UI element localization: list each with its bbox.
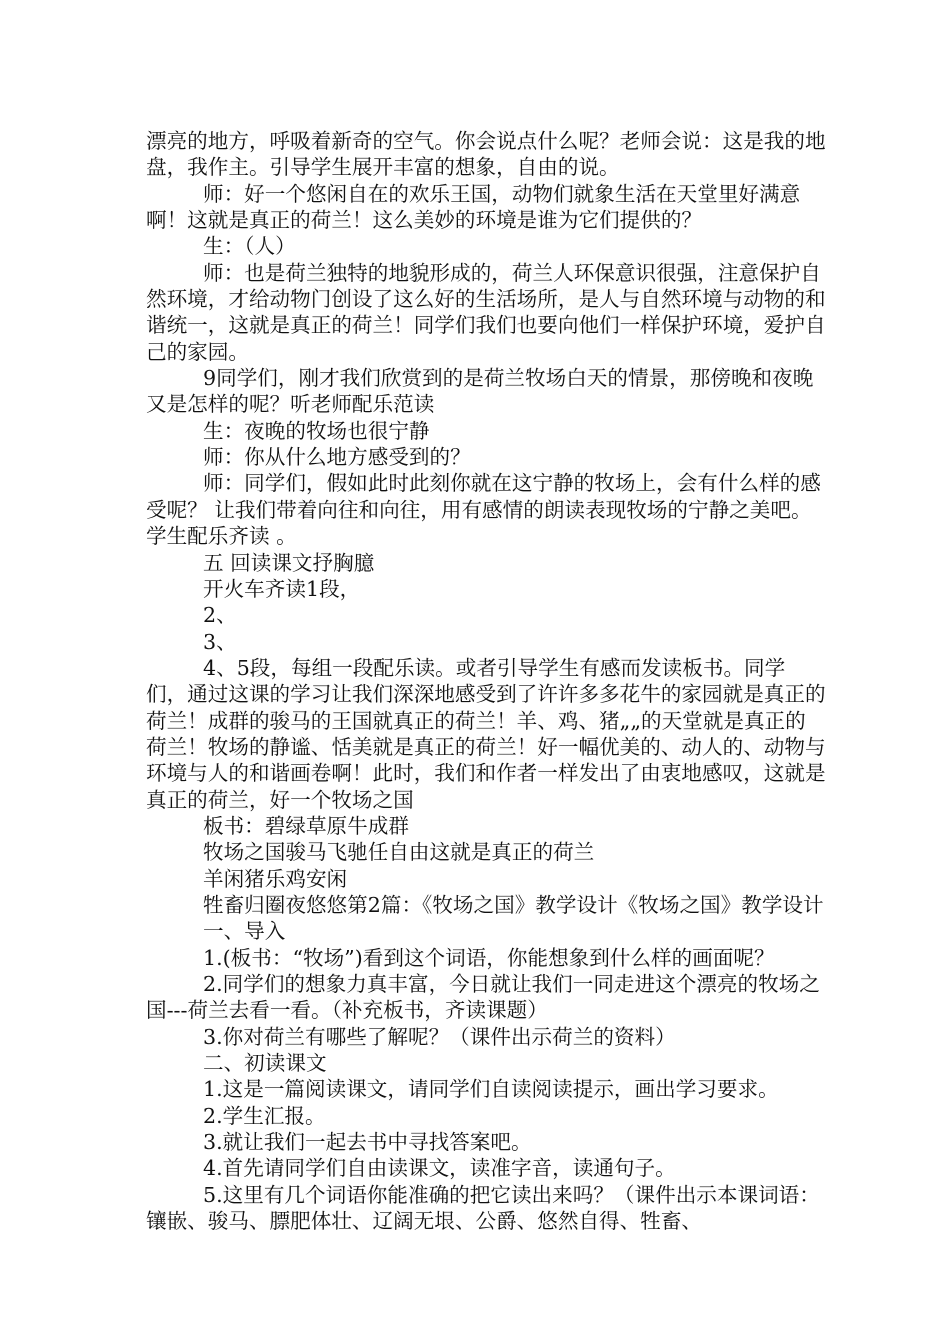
paragraph: 9同学们，刚才我们欣赏到的是荷兰牧场白天的情景，那傍晚和夜晚又是怎样的呢？听老师配乐范读	[146, 366, 814, 417]
section-heading: 二、初读课文	[203, 1051, 327, 1076]
paragraph: 师：也是荷兰独特的地貌形成的，荷兰人环保意识很强，注意保护自然环境，才给动物门创设了这么好的生活场所，是人与自然环境与动物的和谐统一，这就是真正的荷兰！同学们我们也要向他们一样保护环境，爱护自己的家园。	[146, 260, 826, 364]
paragraph: 牲畜归圈夜悠悠第2篇：《牧场之国》教学设计《牧场之国》教学设计	[203, 892, 824, 917]
paragraph: 4、5段，每组一段配乐读。或者引导学生有感而发读板书。同学们，通过这课的学习让我们深深地感受到了许许多多花牛的家园就是真正的荷兰！成群的骏马的王国就真正的荷兰！羊、鸡、猪„„的天堂就是真正的荷兰！牧场的静谧、恬美就是真正的荷兰！好一幅优美的、动人的、动物与环境与人的和谐画卷啊！此时，我们和作者一样发出了由衷地感叹，这就是真正的荷兰，好一个牧场之国	[146, 655, 826, 812]
document-page	[146, 128, 826, 1234]
paragraph: 3.就让我们一起去书中寻找答案吧。	[203, 1130, 532, 1155]
section-heading: 一、导入	[203, 919, 286, 944]
paragraph: 1.(板书：“牧场”)看到这个词语，你能想象到什么样的画面呢？	[203, 945, 775, 970]
paragraph: 2.学生汇报。	[203, 1103, 326, 1128]
paragraph: 4.首先请同学们自由读课文，读准字音，读通句子。	[203, 1156, 676, 1181]
paragraph: 师：好一个悠闲自在的欢乐王国，动物们就象生活在天堂里好满意啊！这就是真正的荷兰！这么美妙的环境是谁为它们提供的？	[146, 181, 801, 233]
paragraph: 3.你对荷兰有哪些了解呢？（课件出示荷兰的资料）	[203, 1024, 676, 1049]
paragraph: 开火车齐读1段，	[203, 576, 361, 601]
section-heading: 五 回读课文抒胸臆	[203, 550, 375, 575]
paragraph: 2、	[203, 603, 237, 628]
paragraph: 漂亮的地方，呼吸着新奇的空气。你会说点什么呢？老师会说：这是我的地盘，我作主。引导学生展开丰富的想象，自由的说。	[146, 129, 826, 180]
paragraph: 生：（人）	[203, 234, 296, 259]
paragraph: 5.这里有几个词语你能准确的把它读出来吗？（课件出示本课词语：镶嵌、骏马、膘肥体壮、辽阔无垠、公爵、悠然自得、牲畜、	[146, 1182, 820, 1234]
paragraph: 2.同学们的想象力真丰富，今日就让我们一同走进这个漂亮的牧场之国---荷兰去看一看。（补充板书，齐读课题）	[146, 972, 820, 1023]
paragraph: 生：夜晚的牧场也很宁静	[203, 418, 430, 443]
paragraph: 师：同学们，假如此时此刻你就在这宁静的牧场上，会有什么样的感受呢？ 让我们带着向往和向往，用有感情的朗读表现牧场的宁静之美吧。学生配乐齐读 。	[146, 471, 821, 549]
board-writing: 羊闲猪乐鸡安闲	[203, 866, 348, 891]
paragraph: 3、	[203, 629, 237, 654]
board-writing: 板书：碧绿草原牛成群	[203, 813, 409, 838]
board-writing: 牧场之国骏马飞驰任自由这就是真正的荷兰	[203, 840, 595, 865]
paragraph: 师：你从什么地方感受到的？	[203, 445, 471, 470]
paragraph: 1.这是一篇阅读课文，请同学们自读阅读提示，画出学习要求。	[203, 1077, 779, 1102]
